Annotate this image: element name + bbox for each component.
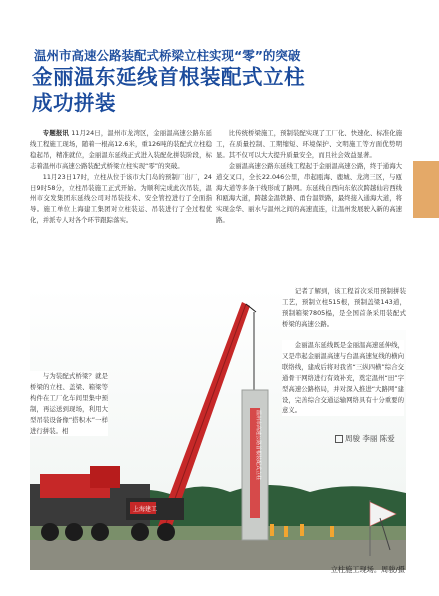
lead-label: 专题报讯: [42, 129, 69, 137]
column-label: 温州市高速公路首根装配式立柱: [255, 410, 261, 481]
photo-caption: 立柱施工现场。周骏/摄: [330, 565, 405, 574]
kicker-title: 温州市高速公路装配式桥梁立柱实现“零”的突破: [34, 48, 301, 63]
byline: [335, 433, 395, 444]
right-paragraph-3: 记者了解到，该工程首次采用预制拼装工艺，预制立柱515根，预制盖梁143道，预制箱梁7805榀，是全国首条采用装配式桥梁的高速公路。: [282, 287, 406, 328]
right-paragraph-2: 金丽温高速公路东延线工程起于金丽温高速公路，终于通海大道交叉口，全长22.046公里，串起瓯海、鹿城、龙湾三区，与瓯海大道等多条干线形成了路网。东延线自西向东依次跨越仙岩西线和瓯海大道，跨越金温铁路、甬台温铁路，最终接入通海大道，将实现金华、丽水与温州之间的高速直连，让温州发展驶入新的高速路。: [216, 161, 402, 225]
headline-line-2: 成功拼装: [32, 91, 116, 115]
right-column-lower: [282, 340, 404, 416]
left-column-lower: [30, 371, 108, 436]
right-column-middle: [282, 286, 406, 330]
right-column: [216, 128, 402, 226]
headline-line-1: 金丽温东延线首根装配式立柱: [32, 65, 305, 89]
left-column: [30, 128, 212, 226]
left-paragraph-2: 11月23日17时，立柱从位于该市大门岛的预制厂出厂，24日9时58分，立柱吊装施工正式开始。为顺利完成此次吊装，温州市交发集团东延线公司对吊装技术、安全管控进行了全面指导。施工单位上海建工集团对立柱装运、吊装进行了全过程优化，并派专人对各个环节跟踪落实。: [30, 172, 212, 225]
right-paragraph-4: 金丽温东延线既是金丽温高速延伸线，又是串起金丽温高速与台温高速复线的横向联络线，建成后将对我省“三纵四横”综合交通骨干网络进行有效补充，奠定温州“田”字型高速公路格局，并对深入推进“大路网”建设，完善综合交通运输网络具有十分重要的意义。: [282, 341, 404, 415]
side-tab: [413, 161, 439, 218]
left-paragraph-1: [30, 128, 212, 172]
byline-square-icon: [335, 435, 343, 443]
left-paragraph-1-text: 11月24日，温州市龙湾区，金丽温高速公路东延线工程施工现场，随着一根高12.6米，重126吨的装配式立柱稳稳起吊，精准就位，金丽温东延线正式进入装配化拼装阶段，标志着温州市高速公路装配式桥梁立柱实现“零”的突破。: [30, 129, 212, 170]
headline: [32, 64, 305, 116]
byline-label: 周骏: [345, 434, 360, 443]
crane-label: 上海建工: [133, 506, 158, 513]
left-paragraph-3: 与为装配式桥梁？就是桥梁的立柱、盖梁、箱梁等构件在工厂化车间里集中预制，再运送到现场，利用大型吊装设备像“搭积木”一样进行拼装。相: [30, 372, 108, 435]
byline-authors: 李丽 陈爱: [362, 434, 395, 443]
right-paragraph-1: 比传统桥梁施工，预制装配实现了工厂化、快速化、标准化施工，在质量控制、工期缩短、环境保护、文明施工等方面优势明显。其不仅可以大大提升质量安全，而且社会效益显著。: [216, 129, 402, 159]
